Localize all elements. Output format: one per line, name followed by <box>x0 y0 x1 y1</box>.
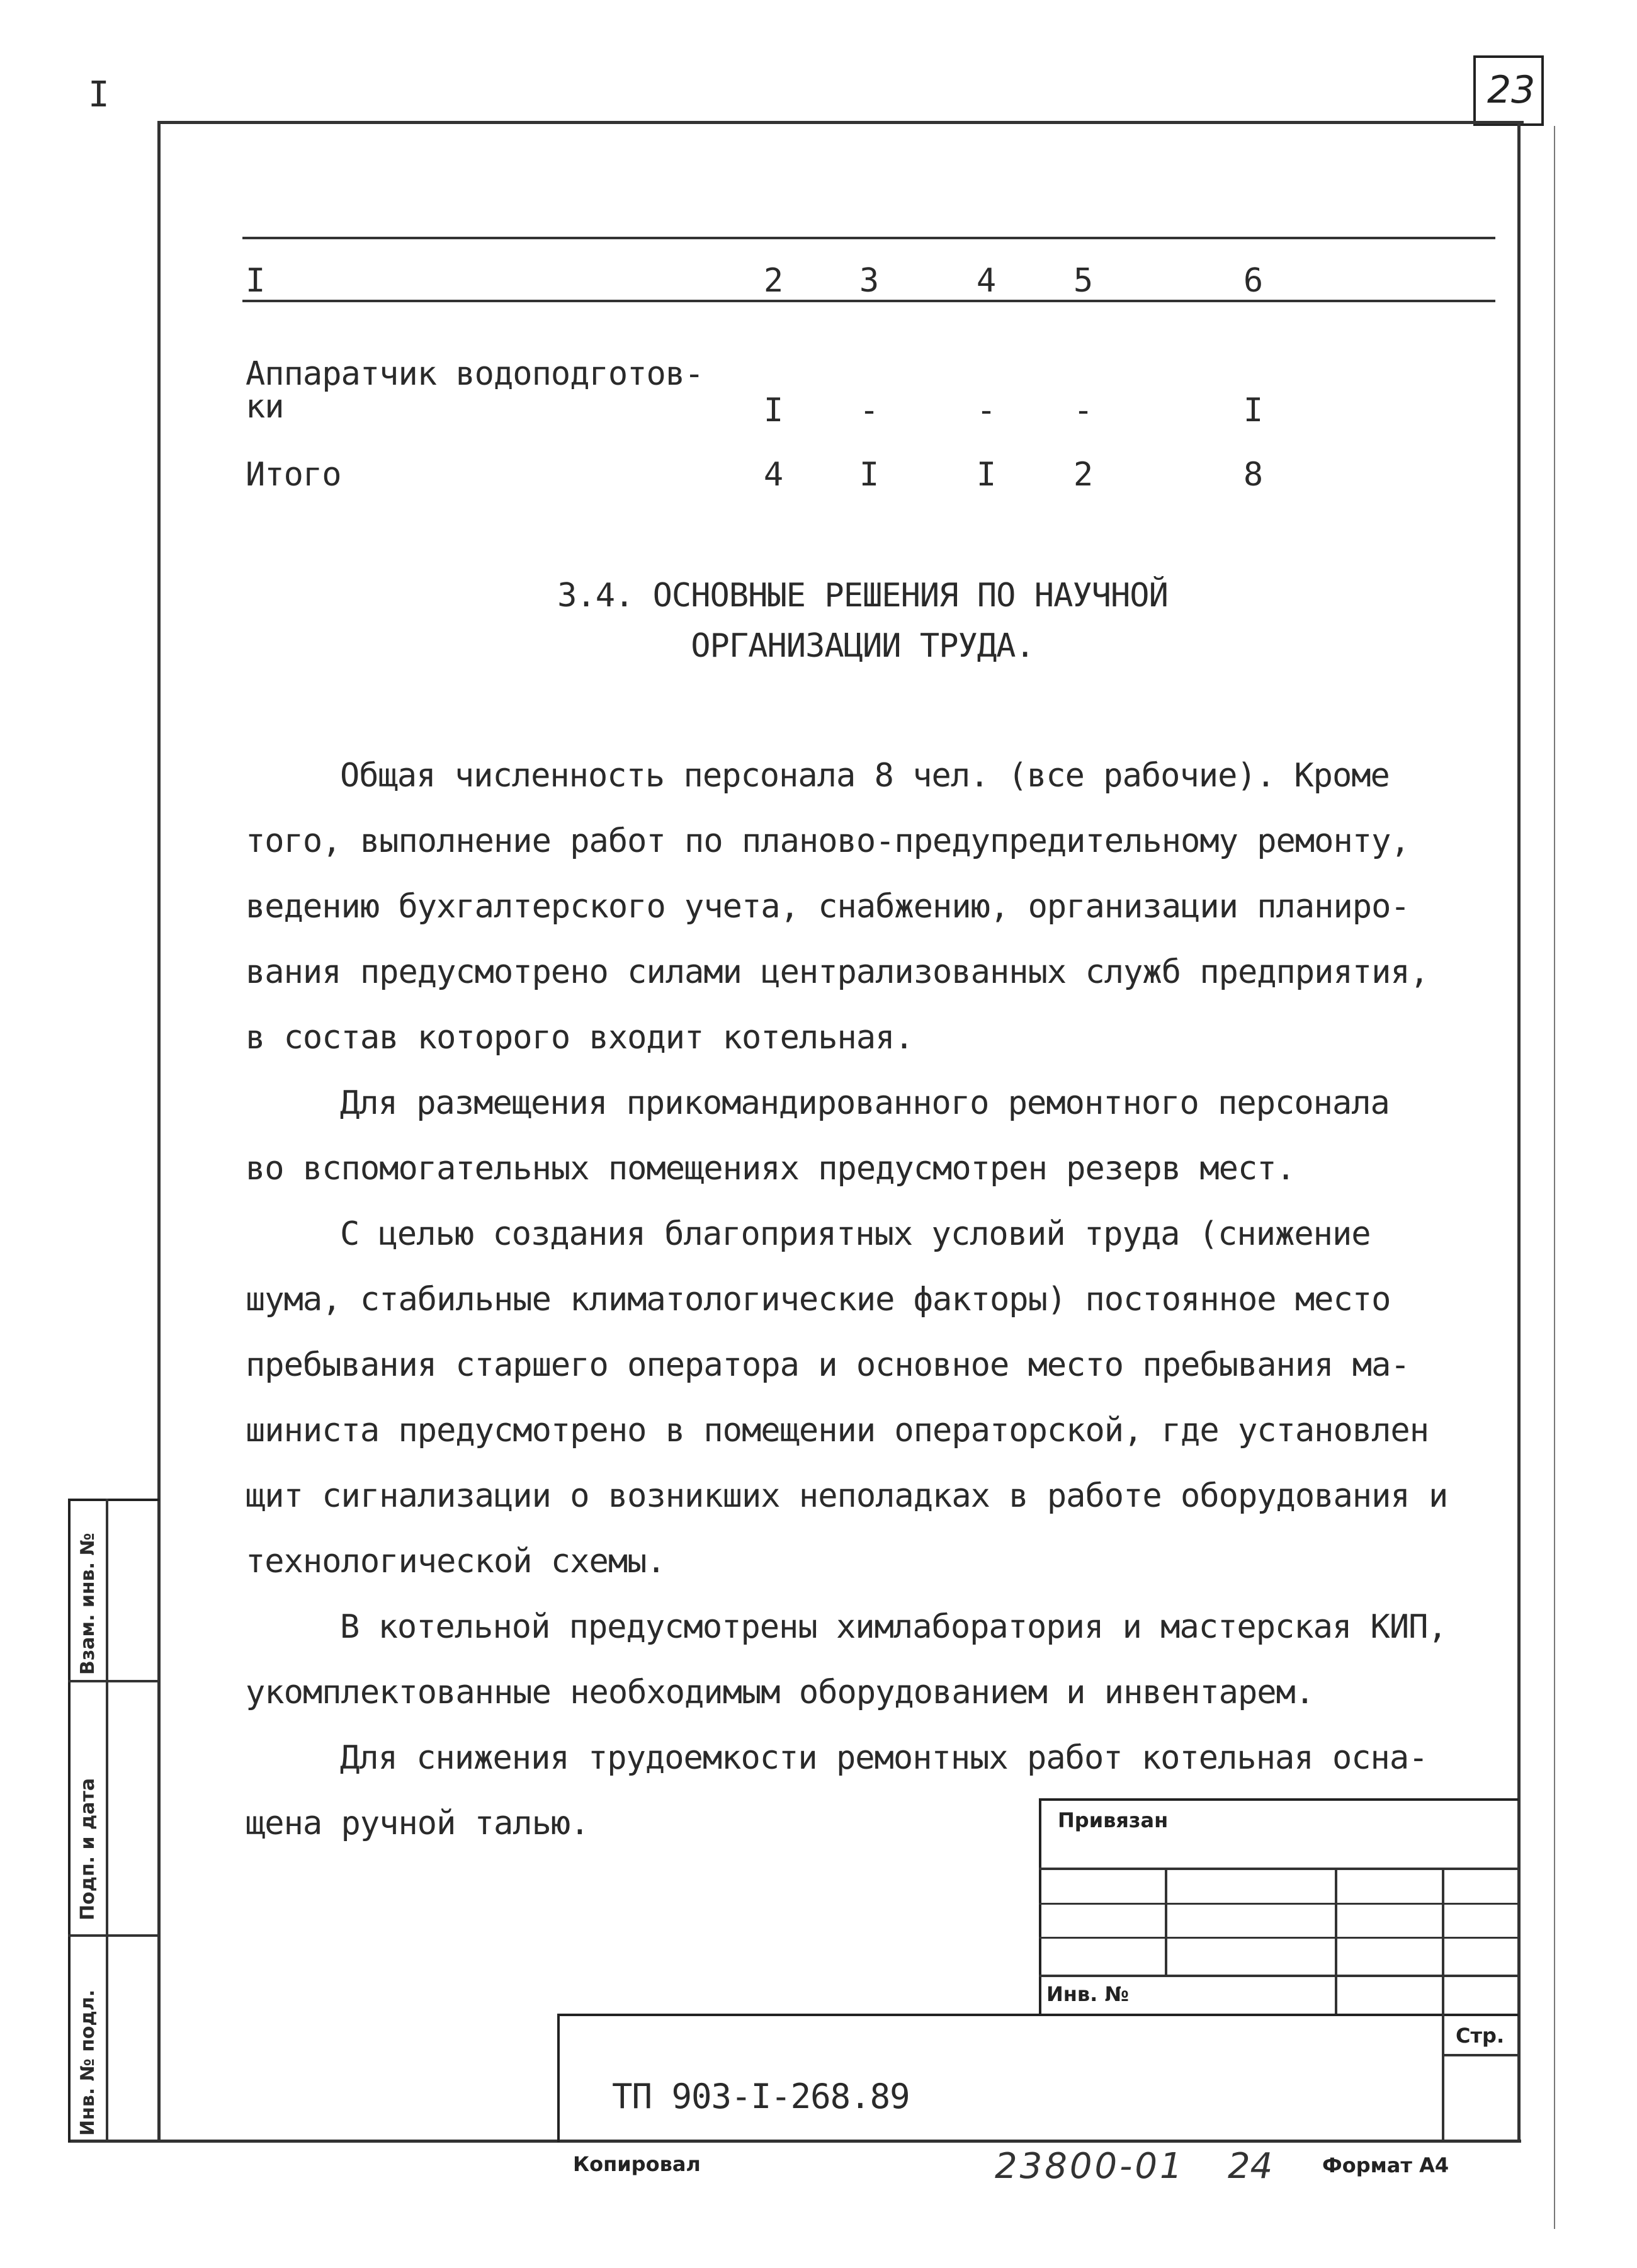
body-line: щит сигнализации о возникших неполадках в работе оборудования и <box>246 1477 1448 1515</box>
table-header-col5: 5 <box>1073 262 1093 300</box>
table-header-col6: 6 <box>1243 262 1263 300</box>
table-row2-col6: 8 <box>1243 456 1263 494</box>
table-row2-col4: I <box>976 456 996 494</box>
table-header-col1: I <box>246 262 265 300</box>
body-line: технологической схемы. <box>246 1543 666 1580</box>
side-label-inv-podl: Инв. № подл. <box>77 1989 99 2136</box>
footer-format: Формат А4 <box>1322 2153 1449 2177</box>
table-header-col2: 2 <box>763 262 783 300</box>
body-line: шиниста предусмотрено в помещении операторской, где установлен <box>246 1412 1429 1449</box>
body-line: укомплектованные необходимым оборудованием и инвентарем. <box>246 1674 1315 1711</box>
body-text <box>246 743 1480 1856</box>
body-line: щена ручной талью. <box>246 1805 589 1842</box>
body-line: вания предусмотрено силами централизованных служб предприятия, <box>246 953 1429 991</box>
side-label-podp-data: Подп. и дата <box>77 1778 99 1920</box>
side-stamp-row1 <box>68 1680 159 1682</box>
tb-col-1 <box>1165 1868 1167 1977</box>
tb-row-3 <box>1039 1937 1519 1939</box>
section-title-line1: 3.4. ОСНОВНЫЕ РЕШЕНИЯ ПО НАУЧНОЙ <box>557 577 1168 615</box>
tb-main-col <box>1442 2014 1444 2142</box>
table-row2-col2: 4 <box>763 456 783 494</box>
title-block-privyazan: Привязан <box>1058 1808 1169 1832</box>
tb-col-2 <box>1335 1868 1337 2015</box>
side-stamp-row2 <box>68 1934 159 1937</box>
body-line: шума, стабильные климатологические факторы) постоянное место <box>246 1281 1391 1318</box>
title-block-inv-no: Инв. № <box>1046 1982 1129 2006</box>
table-row1-col2: I <box>763 392 783 429</box>
table-row1-label-line1: Аппаратчик водоподготов- <box>246 355 704 393</box>
table-row1-col6: I <box>1243 392 1263 429</box>
table-header-col3: 3 <box>859 262 879 300</box>
body-line: в состав которого входит котельная. <box>246 1019 914 1057</box>
body-line: того, выполнение работ по планово-предупредительному ремонту, <box>246 822 1410 860</box>
body-line: во вспомогательных помещениях предусмотрен резерв мест. <box>246 1150 1295 1188</box>
table-header-col4: 4 <box>976 262 996 300</box>
table-header-rule <box>242 300 1495 302</box>
tb-row-1 <box>1039 1868 1519 1870</box>
frame-top <box>157 121 1524 124</box>
frame-right-outer <box>1554 126 1555 2229</box>
footer-kopiroval: Копировал <box>573 2152 701 2176</box>
table-top-rule <box>242 237 1495 239</box>
body-line: Общая численность персонала 8 чел. (все рабочие). Кроме <box>340 757 1390 795</box>
title-block-str: Стр. <box>1456 2024 1505 2048</box>
body-line: пребывания старшего оператора и основное место пребывания ма- <box>246 1346 1410 1384</box>
tb-row-4 <box>1039 1975 1519 1977</box>
tb-col-3 <box>1442 1868 1444 2015</box>
body-line: Для снижения трудоемкости ремонтных работ котельная осна- <box>340 1739 1428 1777</box>
table-row2-col3: I <box>859 456 879 494</box>
table-row1-col3: - <box>859 392 879 429</box>
table-row1-label-line2: ки <box>246 388 284 426</box>
page-number: 23 <box>1487 68 1536 112</box>
table-row1-col4: - <box>976 392 996 429</box>
body-line: Для размещения прикомандированного ремонтного персонала <box>340 1084 1390 1122</box>
body-line: С целью создания благоприятных условий труда (снижение <box>340 1215 1371 1253</box>
corner-mark: I <box>88 74 109 115</box>
table-row2-label: Итого <box>246 456 341 494</box>
doc-code: ТП 903-I-268.89 <box>612 2077 910 2116</box>
side-stamp-divider <box>106 1499 108 2142</box>
tb-main-str-row <box>1442 2054 1519 2056</box>
footer-sheet: 24 <box>1228 2146 1273 2187</box>
footer-order-no: 23800-01 <box>995 2146 1185 2187</box>
table-row2-col5: 2 <box>1073 456 1093 494</box>
table-row1-col5: - <box>1073 392 1093 429</box>
body-line: ведению бухгалтерского учета, снабжению, организации планиро- <box>246 888 1410 926</box>
side-label-vzam-inv: Взам. инв. № <box>77 1533 99 1675</box>
section-title-line2: ОРГАНИЗАЦИИ ТРУДА. <box>691 627 1034 665</box>
tb-row-2 <box>1039 1903 1519 1905</box>
body-line: В котельной предусмотрены химлаборатория и мастерская КИП, <box>340 1608 1447 1646</box>
